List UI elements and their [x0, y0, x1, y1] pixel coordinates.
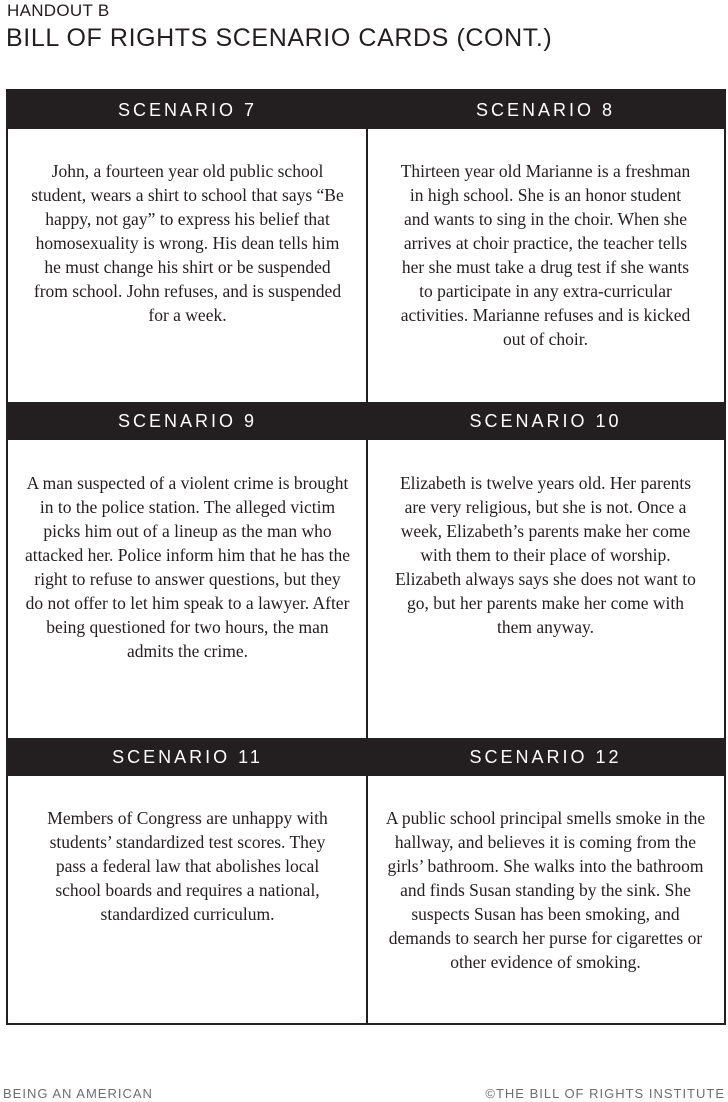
scenario-card-12-text: A public school principal smells smoke in the hallway, and believes it is coming from the girls’ bathroom. She walks into the bathroom and finds Susan standing by the sink. She suspects Susan has been smoking, and demands to search her purse for cigarettes or other evidence of smoking. [385, 808, 706, 972]
scenario-card-11-text: Members of Congress are unhappy with students’ standardized test scores. They pass a federal law that abolishes local school boards and requires a national, standardized curriculum. [47, 808, 328, 924]
scenario-card-11 [8, 738, 367, 1023]
handout-label: HANDOUT B [7, 1, 110, 20]
scenario-card-10-title: SCENARIO 10 [367, 402, 724, 440]
scenario-card-12 [367, 738, 724, 1023]
scenario-card-9-text: A man suspected of a violent crime is brought in to the police station. The alleged victim picks him out of a lineup as the man who attacked her. Police inform him that he has the right to refuse to answer questions, but they do not offer to let him speak to a lawyer. After being questioned for two hours, the man admits the crime. [24, 473, 351, 661]
scenario-card-10-text: Elizabeth is twelve years old. Her parents are very religious, but she is not. Once a week, Elizabeth’s parents make her come with them to their place of worship. Elizabeth always says she does not want to go, but her parents make her come with them anyway. [395, 473, 696, 637]
scenario-card-12-title: SCENARIO 12 [367, 738, 724, 776]
scenario-card-11-title: SCENARIO 11 [8, 738, 367, 776]
scenario-card-9 [8, 402, 367, 738]
footer-publication: BEING AN AMERICAN [3, 1086, 153, 1101]
scenario-card-10 [367, 402, 724, 738]
footer-copyright: ©THE BILL OF RIGHTS INSTITUTE [485, 1086, 725, 1101]
scenario-card-grid [6, 89, 726, 1025]
scenario-card-7 [8, 91, 367, 402]
page-title: BILL OF RIGHTS SCENARIO CARDS (CONT.) [6, 24, 553, 52]
scenario-card-7-text: John, a fourteen year old public school student, wears a shirt to school that says “Be happy, not gay” to express his belief that homosexuality is wrong. His dean tells him he must change his shirt or be suspended from school. John refuses, and is suspended for a week. [31, 161, 344, 325]
scenario-card-8-text: Thirteen year old Marianne is a freshman in high school. She is an honor student and wants to sing in the choir. When she arrives at choir practice, the teacher tells her she must take a drug test if she wants to participate in any extra-curricular activities. Marianne refuses and is kicked out of choir. [400, 161, 691, 349]
scenario-card-9-title: SCENARIO 9 [8, 402, 367, 440]
scenario-card-8 [367, 91, 724, 402]
scenario-card-7-title: SCENARIO 7 [8, 91, 367, 129]
scenario-card-8-title: SCENARIO 8 [367, 91, 724, 129]
